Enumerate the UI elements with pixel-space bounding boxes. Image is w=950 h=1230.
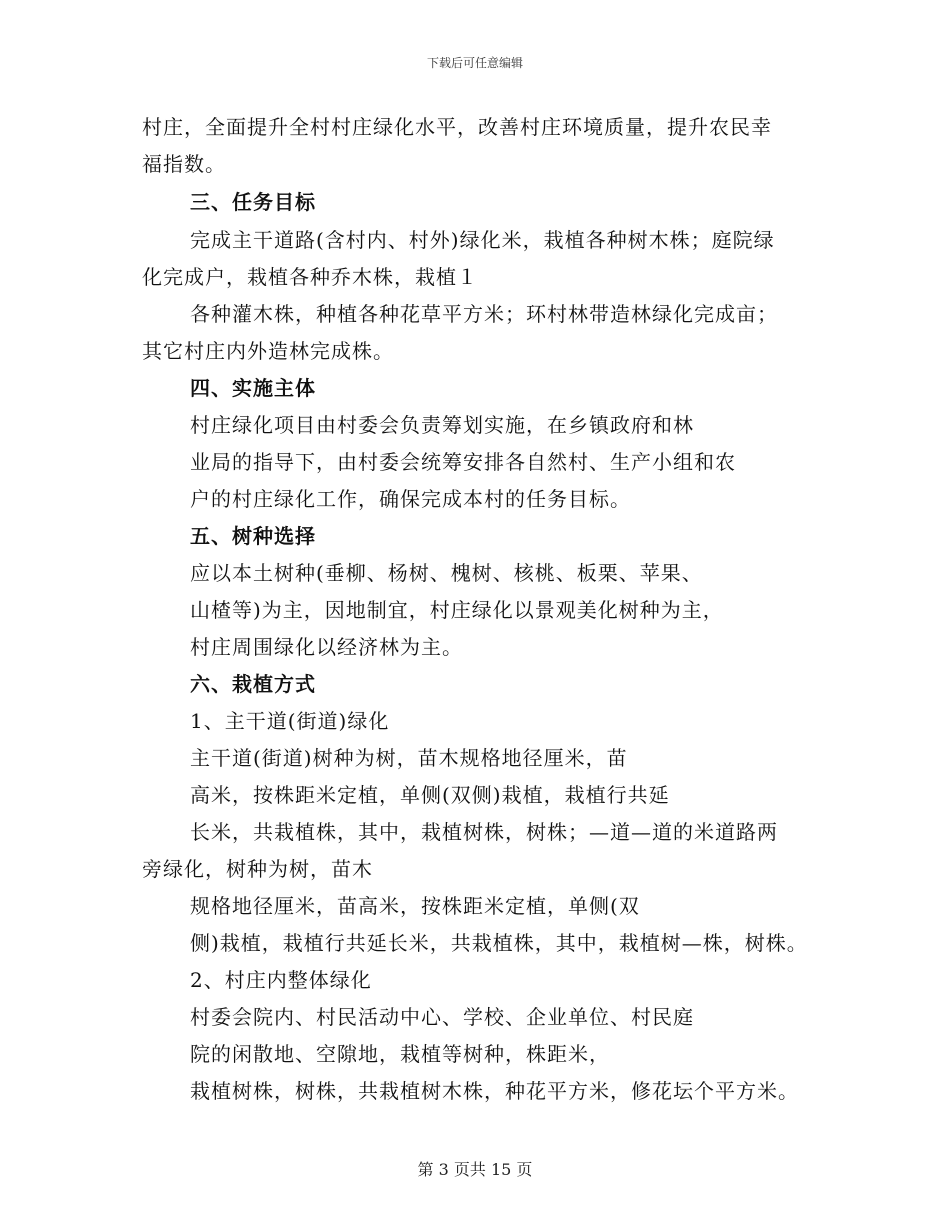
paragraph-line: 侧)栽植，栽植行共延长米，共栽植株，其中，栽植树—株，树株。: [190, 931, 808, 955]
subsection-heading: 2、村庄内整体绿化: [190, 968, 372, 992]
paragraph-line: 高米，按株距米定植，单侧(双侧)栽植，栽植行共延: [190, 783, 670, 807]
section-heading: 六、栽植方式: [190, 672, 316, 696]
section-heading: 五、树种选择: [190, 524, 316, 548]
paragraph-line: 福指数。: [142, 152, 226, 176]
paragraph-line: 山楂等)为主，因地制宜，村庄绿化以景观美化树种为主，: [190, 598, 724, 622]
paragraph-line: 村委会院内、村民活动中心、学校、企业单位、村民庭: [190, 1005, 694, 1029]
paragraph-line: 旁绿化，树种为树，苗木: [142, 857, 373, 881]
page-footer: 第 3 页共 15 页: [417, 1160, 533, 1179]
subsection-heading: 1、主干道(街道)绿化: [190, 709, 390, 733]
paragraph-line: 村庄绿化项目由村委会负责筹划实施，在乡镇政府和林: [190, 413, 694, 437]
paragraph-line: 化完成户，栽植各种乔木株，栽植１: [142, 265, 478, 289]
paragraph-line: 栽植树株，树株，共栽植树木株，种花平方米，修花坛个平方米。: [190, 1079, 799, 1103]
page-header: 下载后可任意编辑: [426, 56, 523, 70]
paragraph-line: 村庄周围绿化以经济林为主。: [190, 635, 463, 659]
paragraph-line: 村庄，全面提升全村村庄绿化水平，改善村庄环境质量，提升农民幸: [142, 115, 772, 139]
section-heading: 四、实施主体: [190, 376, 316, 400]
paragraph-line: 院的闲散地、空隙地，栽植等树种，株距米，: [190, 1042, 610, 1066]
paragraph-line: 其它村庄内外造林完成株。: [142, 339, 394, 363]
paragraph-line: 业局的指导下，由村委会统筹安排各自然村、生产小组和农: [190, 450, 736, 474]
paragraph-line: 各种灌木株，种植各种花草平方米；环村林带造林绿化完成亩；: [190, 302, 778, 326]
section-heading: 三、任务目标: [190, 190, 316, 214]
paragraph-line: 主干道(街道)树种为树，苗木规格地径厘米，苗: [190, 746, 628, 770]
paragraph-line: 完成主干道路(含村内、村外)绿化米，栽植各种树木株；庭院绿: [190, 228, 775, 252]
paragraph-line: 户的村庄绿化工作，确保完成本村的任务目标。: [190, 487, 631, 511]
paragraph-line: 应以本土树种(垂柳、杨树、槐树、核桃、板栗、苹果、: [190, 561, 703, 585]
paragraph-line: 规格地径厘米，苗高米，按株距米定植，单侧(双: [190, 894, 640, 918]
paragraph-line: 长米，共栽植株，其中，栽植树株，树株；—道—道的米道路两: [190, 820, 778, 844]
